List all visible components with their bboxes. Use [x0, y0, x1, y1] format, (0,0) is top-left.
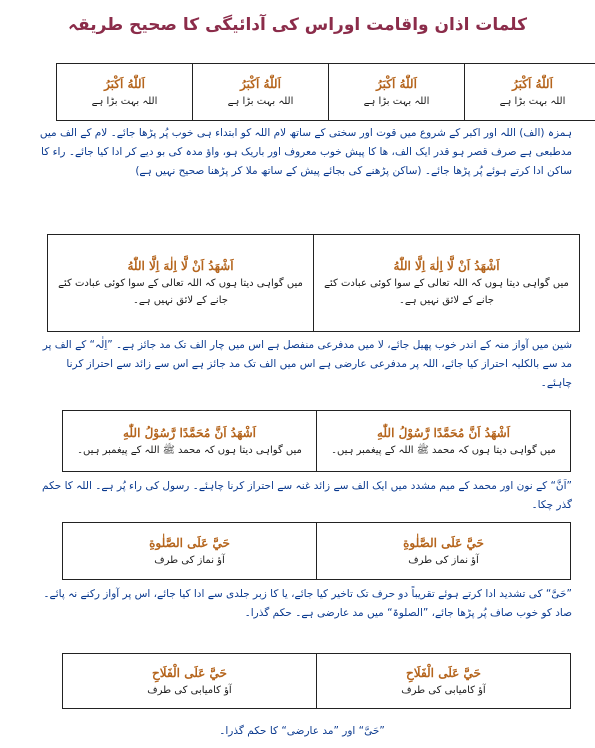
arabic-text: اَشْهَدُ اَنْ لَّا اِلٰهَ اِلَّا اللّٰهُ — [393, 259, 500, 273]
arabic-text: حَيَّ عَلَى الْفَلَاحِ — [406, 665, 481, 680]
table-row — [48, 235, 580, 332]
table-cell — [63, 654, 317, 709]
translation-text: میں گواہی دیتا ہوں کہ محمد ﷺ اللہ کے پیغمبر ہیں۔ — [331, 444, 556, 456]
table-cell — [317, 654, 571, 709]
pronunciation-note: ہمزہ (الف) اللہ اور اکبر کے شروع میں قوت اور سختی کے ساتھ لام اللہ کو ابتداء ہی خوب پُر پڑھا جائے۔ لام کے الف میں مدطبعی ہے صرف قصر ہو قدر ایک الف، ھا کا پیش خوب معروف اور باریک ہو، واؤ مدہ کی بو دیے کر ادا کیا جائے۔ راء کا ساکن ادا کرتے ہوئے پُر پڑھا جائے۔ (ساکن پڑھنے کی بجائے پیش کے ساتھ ملا کر پڑھنا صحیح نہیں ہے) — [39, 127, 572, 177]
table-cell — [329, 64, 465, 121]
pronunciation-note: شین میں آواز منہ کے اندر خوب پھیل جائے، لا میں مدفرعی منفصل ہے اس میں چار الف تک مد جائز ہے۔ ”اِلٰہ“ کے الف پر مد سے بالکلیہ احتراز کیا جائے، اللہ پر مدفرعی عارضی ہے اس میں الف تک مد جائز ہے اس سے زائد سے احتراز کرنا چاہئے۔ — [42, 339, 572, 389]
translation-text: اللہ بہت بڑا ہے — [499, 95, 566, 107]
table-row — [57, 64, 595, 121]
arabic-text: اَشْهَدُ اَنَّ مُحَمَّدًا رَّسُوْلُ اللّٰهِ — [377, 425, 510, 440]
arabic-text: اَللّٰهُ اَكْبَرُ — [512, 76, 553, 91]
table-cell — [63, 411, 317, 472]
table-cell — [48, 235, 314, 332]
table-cell — [317, 411, 571, 472]
arabic-text: اَشْهَدُ اَنْ لَّا اِلٰهَ اِلَّا اللّٰهُ — [127, 259, 234, 273]
table-cell — [314, 235, 580, 332]
table-cell — [317, 523, 571, 580]
arabic-text: اَللّٰهُ اَكْبَرُ — [376, 76, 417, 91]
translation-text: میں گواہی دیتا ہوں کہ اللہ تعالی کے سوا کوئی عبادت کئے جانے کے لائق نہیں ہے۔ — [324, 278, 569, 306]
table-cell — [63, 523, 317, 580]
page-title: کلمات اذان واقامت اوراس کی آدائیگی کا صحیح طریقہ — [68, 15, 527, 35]
pronunciation-note: ”اَنَّ“ کے نون اور محمد کے میم مشدد میں ایک الف سے زائد غنہ سے احتراز کرنا چاہئے۔ رسول کی راء پُر ہے۔ اللہ کا حکم گذر چکا۔ — [41, 480, 572, 511]
table-cell — [57, 64, 193, 121]
translation-text: آؤ نماز کی طرف — [408, 554, 479, 566]
pronunciation-note: ”حَیَّ“ کی تشدید ادا کرتے ہوئے تقریباً دو حرف تک تاخیر کیا جائے، یا کا زبر جلدی سے ادا کیا جائے، اس پر آواز رکنے نہ پائے۔ صاد کو خوب صاف پُر پڑھا جائے، ”الصلوۃ“ میں مد عارضی ہے۔ حکم گذرا۔ — [43, 588, 572, 619]
translation-text: آؤ کامیابی کی طرف — [401, 684, 486, 696]
translation-text: میں گواہی دیتا ہوں کہ محمد ﷺ اللہ کے پیغمبر ہیں۔ — [77, 444, 302, 456]
arabic-text: حَيَّ عَلَى الصَّلٰوةِ — [149, 535, 230, 550]
arabic-text: حَيَّ عَلَى الصَّلٰوةِ — [403, 535, 484, 550]
hayya-salah-table — [62, 522, 571, 580]
table-row — [63, 654, 571, 709]
arabic-text: اَللّٰهُ اَكْبَرُ — [104, 76, 145, 91]
table-row — [63, 411, 571, 472]
translation-text: اللہ بہت بڑا ہے — [91, 95, 158, 107]
hayya-falah-table — [62, 653, 571, 709]
shahada-risalat-table — [62, 410, 571, 472]
translation-text: میں گواہی دیتا ہوں کہ اللہ تعالی کے سوا کوئی عبادت کئے جانے کے لائق نہیں ہے۔ — [58, 278, 303, 306]
shahada-tawheed-table — [47, 234, 580, 332]
pronunciation-note: ”حَیَّ“ اور ”مد عارضی“ کا حکم گذرا۔ — [219, 725, 385, 737]
translation-text: اللہ بہت بڑا ہے — [227, 95, 294, 107]
translation-text: آؤ نماز کی طرف — [154, 554, 225, 566]
arabic-text: حَيَّ عَلَى الْفَلَاحِ — [152, 665, 227, 680]
table-row — [63, 523, 571, 580]
table-cell — [193, 64, 329, 121]
table-cell — [465, 64, 595, 121]
arabic-text: اَشْهَدُ اَنَّ مُحَمَّدًا رَّسُوْلُ اللّٰهِ — [123, 425, 256, 440]
takbir-table — [56, 63, 595, 121]
arabic-text: اَللّٰهُ اَكْبَرُ — [240, 76, 281, 91]
translation-text: اللہ بہت بڑا ہے — [363, 95, 430, 107]
translation-text: آؤ کامیابی کی طرف — [147, 684, 232, 696]
